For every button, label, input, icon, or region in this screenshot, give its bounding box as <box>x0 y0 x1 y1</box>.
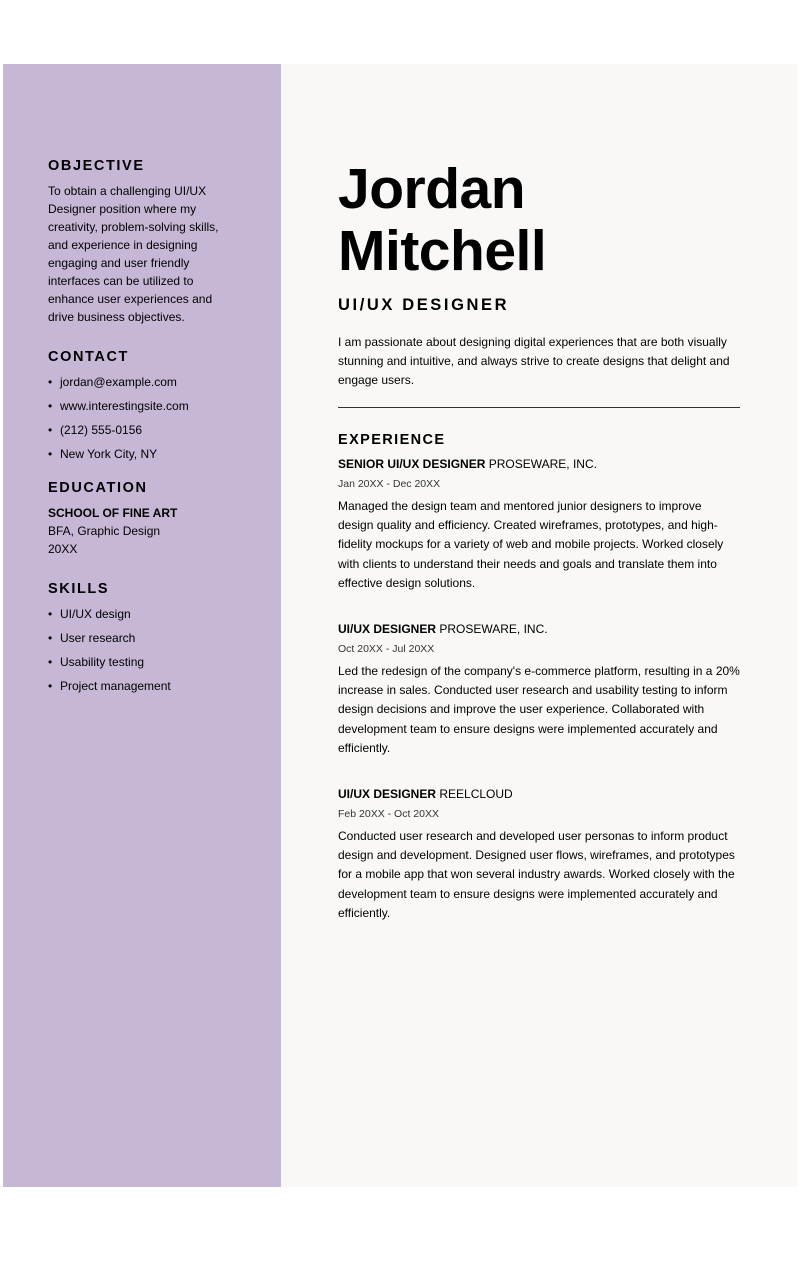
skill-item: • Usability testing <box>48 655 145 669</box>
job-header <box>338 455 740 473</box>
job-role: UI/UX DESIGNER <box>338 622 437 637</box>
contact-list <box>48 373 238 463</box>
first-name: Jordan <box>338 157 526 221</box>
job-role: SENIOR UI/UX DESIGNER <box>338 457 486 471</box>
skill-item: • User research <box>48 631 136 645</box>
contact-phone: • (212) 555-0156 <box>48 423 143 437</box>
candidate-name <box>338 158 740 282</box>
contact-location: • New York City, NY <box>48 447 158 461</box>
job-dates: Jan 20XX - Dec 20XX <box>338 478 441 490</box>
contact-website[interactable]: • www.interestingsite.com <box>48 399 189 413</box>
main-content <box>338 158 740 923</box>
education-section <box>48 479 238 558</box>
bullet-icon: • <box>48 423 53 437</box>
bullet-icon: • <box>48 655 53 669</box>
sidebar <box>3 64 281 1187</box>
sidebar-content <box>48 157 238 717</box>
bullet-icon: • <box>48 607 53 621</box>
job-company: REELCLOUD <box>439 787 513 802</box>
job-role: UI/UX DESIGNER <box>338 787 437 802</box>
education-school: SCHOOL OF FINE ART <box>48 506 178 520</box>
job-entry <box>338 455 740 593</box>
skills-heading: SKILLS <box>48 581 110 597</box>
skill-item: • UI/UX design <box>48 607 131 621</box>
bullet-icon: • <box>48 679 53 693</box>
job-description: Managed the design team and mentored junior designers to improve design quality and efficiency. Created wireframes, prototypes, and high-fidelity mockups for a variety of web and mobile projects. Worked closely with clients to understand their needs and goals and translate them into effective design solutions. <box>338 499 724 590</box>
job-entry <box>338 620 740 758</box>
job-dates: Oct 20XX - Jul 20XX <box>338 643 435 656</box>
experience-heading: EXPERIENCE <box>338 432 446 448</box>
skills-section <box>48 580 238 695</box>
job-title: UI/UX DESIGNER <box>338 296 510 314</box>
bullet-icon: • <box>48 631 53 645</box>
contact-email[interactable]: • jordan@example.com <box>48 375 177 389</box>
job-company: PROSEWARE, INC. <box>439 622 548 637</box>
bullet-icon: • <box>48 399 53 413</box>
education-heading: EDUCATION <box>48 480 148 496</box>
job-description: Conducted user research and developed user personas to inform product design and development. Designed user flows, wireframes, and prototypes for a mobile app that won several industry awards. Worked closely with the development team to ensure designs were implemented accurately and efficiently. <box>338 829 735 920</box>
job-description: Led the redesign of the company's e-commerce platform, resulting in a 20% increase in sales. Conducted user research and usability testing to inform design decisions and improve the user experience. Collaborated with development team to ensure designs were implemented accurately and efficiently. <box>338 664 740 755</box>
bullet-icon: • <box>48 375 53 389</box>
bullet-icon: • <box>48 447 53 461</box>
job-header <box>338 785 740 803</box>
summary-text: I am passionate about designing digital experiences that are both visually stunning and intuitive, and always strive to create designs that delight and engage users. <box>338 335 730 387</box>
education-degree: BFA, Graphic Design <box>48 524 161 538</box>
education-year: 20XX <box>48 542 78 556</box>
objective-text: To obtain a challenging UI/UX Designer position where my creativity, problem-solving skills, and experience in designing engaging and user friendly interfaces can be utilized to enhance user experiences and drive business objectives. <box>48 184 219 324</box>
section-divider <box>338 407 740 408</box>
objective-heading: OBJECTIVE <box>48 158 145 174</box>
job-company: PROSEWARE, INC. <box>488 457 597 471</box>
contact-section <box>48 348 238 463</box>
skills-list <box>48 605 238 695</box>
objective-section <box>48 157 238 326</box>
contact-heading: CONTACT <box>48 349 130 365</box>
job-dates: Feb 20XX - Oct 20XX <box>338 808 439 821</box>
job-header <box>338 620 740 638</box>
skill-item: • Project management <box>48 679 171 693</box>
job-entry <box>338 785 740 923</box>
resume-page <box>3 64 797 1187</box>
last-name: Mitchell <box>338 219 547 283</box>
